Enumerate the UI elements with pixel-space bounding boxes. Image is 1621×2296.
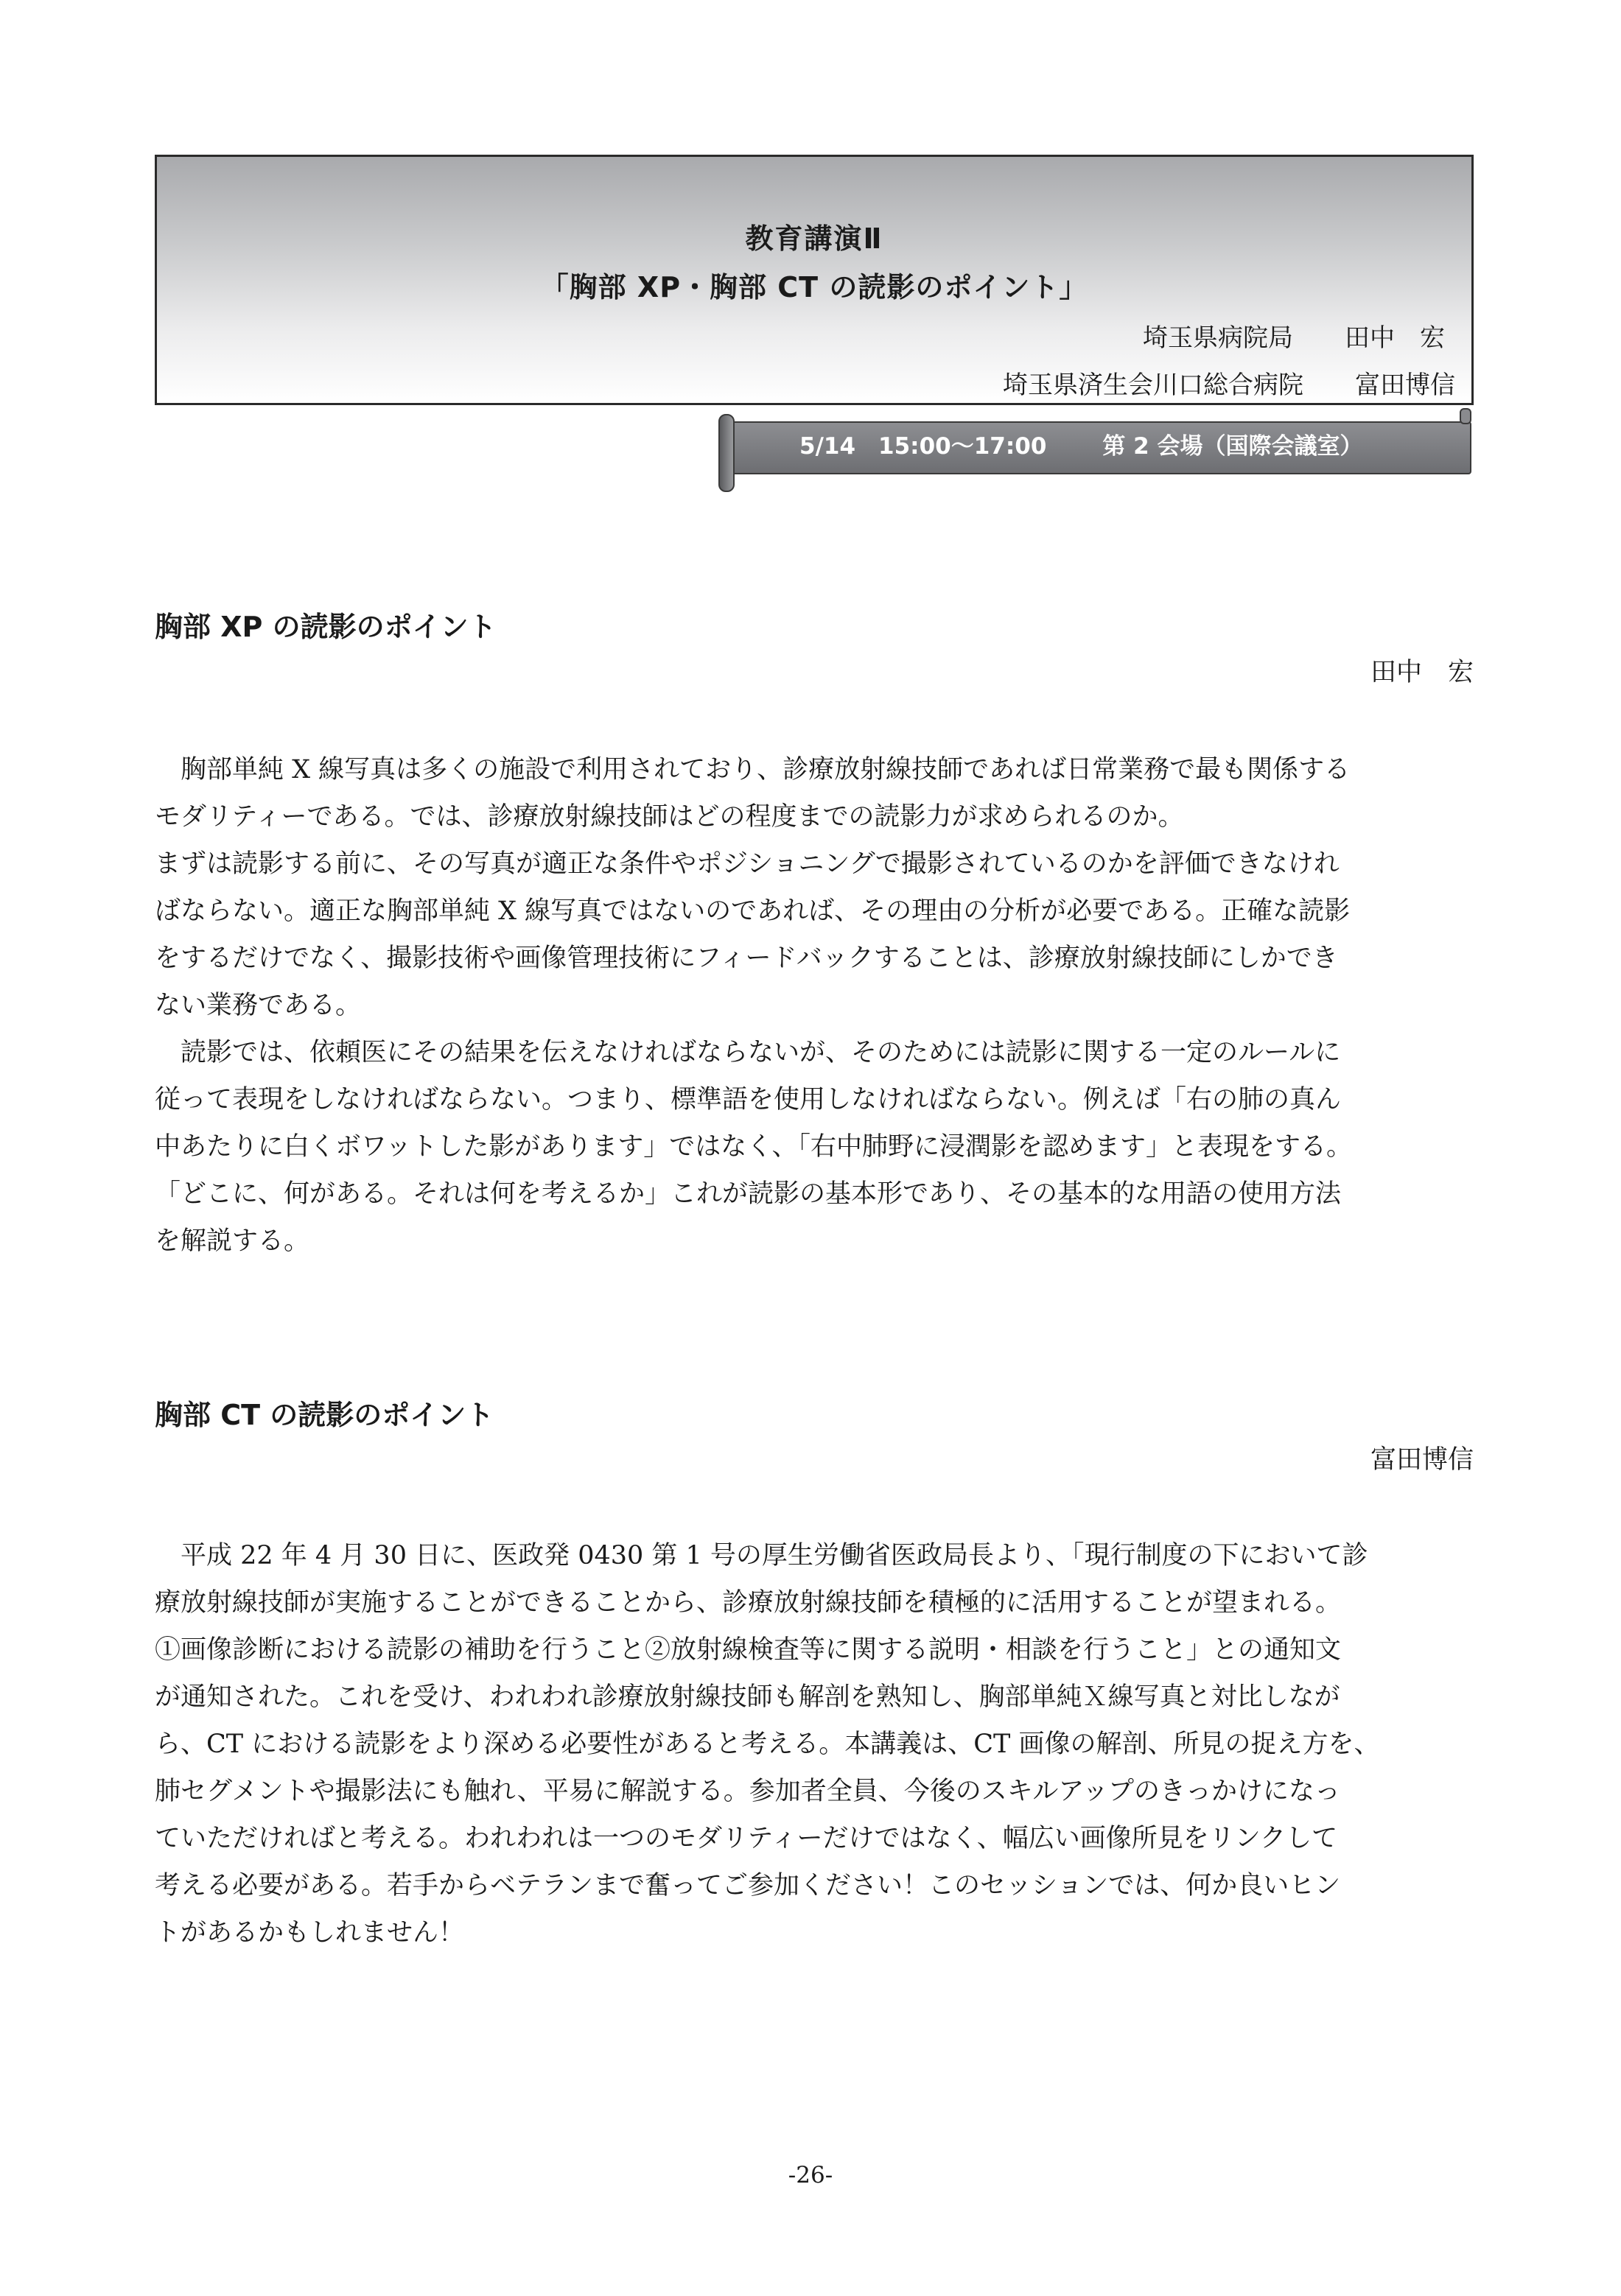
lecture-label: 教育講演Ⅱ	[745, 222, 883, 255]
session-info	[799, 427, 1363, 460]
paragraph-line: 考える必要がある。若手からベテランまで奮ってご参加ください！このセッションでは、何か良いヒン	[155, 1871, 1341, 1900]
author-affiliation: 埼玉県済生会川口総合病院	[1003, 371, 1303, 400]
paragraph-line: モダリティーである。では、診療放射線技師はどの程度までの読影力が求められるのか。	[155, 802, 1184, 832]
session-datetime: 5/14 15:00〜17:00	[799, 433, 1047, 460]
author-affiliation: 埼玉県病院局	[1143, 323, 1293, 353]
author-line-1	[1143, 317, 1455, 354]
section-body-ct	[155, 1532, 1474, 1956]
scroll-curl-right	[1460, 408, 1471, 424]
paragraph-line: 胸部単純 X 線写真は多くの施設で利用されており、診療放射線技師であれば日常業務で最も関係する	[155, 755, 1351, 784]
author-name: 田中 宏	[1345, 323, 1445, 353]
session-venue: 第 2 会場（国際会議室）	[1102, 433, 1363, 460]
paragraph-line: ①画像診断における読影の補助を行うこと②放射線検査等に関する説明・相談を行うこと」との通知文	[155, 1635, 1342, 1665]
paragraph-line: が通知された。これを受け、われわれ診療放射線技師も解剖を熟知し、胸部単純Ｘ線写真と対比しなが	[155, 1682, 1340, 1712]
paragraph-line: 従って表現をしなければならない。つまり、標準語を使用しなければならない。例えば「右の肺の真ん	[155, 1085, 1342, 1114]
section-body-xp	[155, 746, 1474, 1265]
paragraph-line: ら、CT における読影をより深める必要性があると考える。本講義は、CT 画像の解剖、所見の捉え方を、	[155, 1730, 1380, 1759]
page-number: -26-	[788, 2162, 833, 2188]
section-author-xp: 田中 宏	[1370, 658, 1474, 687]
paragraph-line: 「どこに、何がある。それは何を考えるか」これが読影の基本形であり、その基本的な用語の使用方法	[155, 1179, 1342, 1209]
paragraph-line: 平成 22 年 4 月 30 日に、医政発 0430 第 1 号の厚生労働省医政局長より、「現行制度の下において診	[155, 1541, 1368, 1570]
paragraph-line: 読影では、依頼医にその結果を伝えなければならないが、そのためには読影に関する一定のルールに	[155, 1038, 1341, 1067]
author-line-2	[1003, 365, 1455, 401]
paragraph-line: まずは読影する前に、その写真が適正な条件やポジショニングで撮影されているのかを評価できなけれ	[155, 849, 1340, 879]
paragraph-line: 肺セグメントや撮影法にも触れ、平易に解説する。参加者全員、今後のスキルアップのきっかけになっ	[155, 1777, 1340, 1806]
lecture-title: 「胸部 XP・胸部 CT の読影のポイント」	[540, 271, 1088, 303]
paragraph-line: トがあるかもしれません！	[155, 1918, 465, 1948]
paragraph-line: 療放射線技師が実施することができることから、診療放射線技師を積極的に活用することが望まれる。	[155, 1588, 1342, 1618]
section-author-ct: 富田博信	[1370, 1445, 1474, 1475]
session-banner	[718, 414, 1471, 482]
paragraph-line: ていただければと考える。われわれは一つのモダリティーだけではなく、幅広い画像所見をリンクして	[155, 1824, 1338, 1853]
paragraph-line: 中あたりに白くボワットした影があります」ではなく、「右中肺野に浸潤影を認めます」と表現をする。	[155, 1132, 1353, 1162]
section-heading-xp: 胸部 XP の読影のポイント	[155, 611, 497, 643]
paragraph-line: ばならない。適正な胸部単純 X 線写真ではないのであれば、その理由の分析が必要である。正確な読影	[155, 896, 1351, 926]
scroll-curl-left	[718, 414, 735, 492]
lecture-header-box	[155, 155, 1474, 405]
author-name: 富田博信	[1355, 371, 1455, 400]
section-heading-ct: 胸部 CT の読影のポイント	[155, 1399, 494, 1431]
paragraph-line: ない業務である。	[155, 991, 362, 1020]
paragraph-line: をするだけでなく、撮影技術や画像管理技術にフィードバックすることは、診療放射線技師にしかでき	[155, 944, 1338, 973]
paragraph-line: を解説する。	[155, 1226, 310, 1256]
